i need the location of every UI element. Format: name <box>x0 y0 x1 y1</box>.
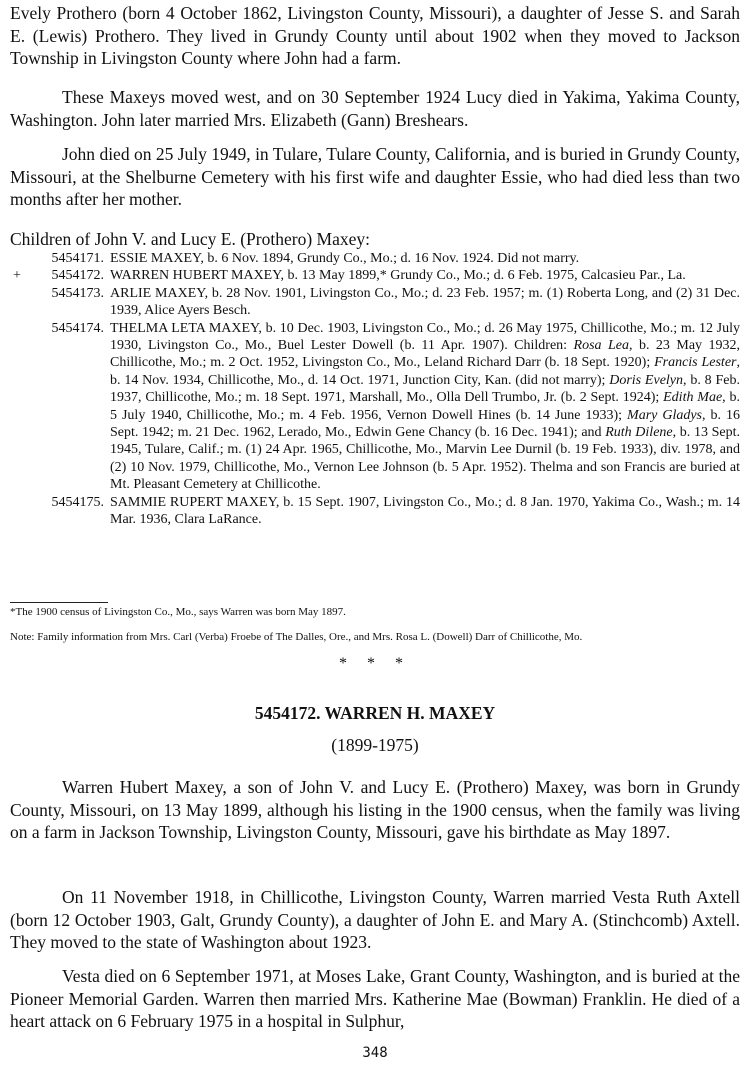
child-text-segment: THELMA LETA MAXEY, b. 10 Dec. 1903, Livingston Co., Mo.; d. 26 May 1975, Chillicothe, Mo.; m. 12 July 1930, Livingston Co., Mo., Buel Lester Dowell (b. 11 Apr. 1907). Children: <box>110 320 740 354</box>
footnote-census: *The 1900 census of Livingston Co., Mo., says Warren was born May 1897. <box>10 606 346 618</box>
child-number: 5454174. <box>51 320 104 336</box>
children-list <box>10 250 740 529</box>
child-entry <box>10 250 740 267</box>
section-dates: (1899-1975) <box>331 735 419 755</box>
child-text-segment: , b. 16 Sept. 1942; m. 21 Dec. 1962, Lerado, Mo., Edwin Gene Chancy (b. 16 Dec. 1941); and <box>110 407 740 441</box>
child-text-segment: , b. 13 Sept. 1945, Tulare, Calif.; m. (1) 24 Apr. 1965, Chillicothe, Mo., Marvin Lee Durnil (b. 19 Feb. 1933), div. 1978, and (2) 10 Nov. 1979, Chillicothe, Mo., Vernon Lee Johnson (b. 5 Apr. 1952). Thelma and son Francis are buried at Mt. Pleasant Cemetery at Chillicothe. <box>110 425 740 493</box>
footnote-rule <box>10 602 108 603</box>
child-text-segment: , b. 8 Feb. 1937, Chillicothe, Mo.; m. 18 Sept. 1971, Marshall, Mo., Olla Dell Trumbo, Jr. (b. 2 Sept. 1924); <box>110 372 740 406</box>
child-number: 5454175. <box>51 494 104 510</box>
paragraph-warren-birth: Warren Hubert Maxey, a son of John V. and Lucy E. (Prothero) Maxey, was born in Grundy County, Missouri, on 13 May 1899, although his listing in the 1900 census, when the family was living on a farm in Jackson Township, Livingston County, Missouri, gave his birthdate as May 1897. <box>10 777 740 842</box>
child-entry <box>10 494 740 529</box>
paragraph-john-death: John died on 25 July 1949, in Tulare, Tulare County, California, and is buried in Grundy County, Missouri, at the Shelburne Cemetery with his first wife and daughter Essie, who had died less than two months after her mother. <box>10 144 740 209</box>
paragraph-vesta-death: Vesta died on 6 September 1971, at Moses Lake, Grant County, Washington, and is buried at the Pioneer Memorial Garden. Warren then married Mrs. Katherine Mae (Bowman) Franklin. He died of a heart attack on 6 February 1975 in a hospital in Sulphur, <box>10 966 740 1031</box>
child-number: 5454173. <box>51 285 104 301</box>
child-name-italic: Ruth Dilene <box>605 425 673 441</box>
child-text-segment: , b. 14 Nov. 1934, Chillicothe, Mo., d. 14 Oct. 1971, Junction City, Kan. (did not marry); <box>110 355 740 388</box>
children-heading: Children of John V. and Lucy E. (Prothero) Maxey: <box>10 229 370 249</box>
child-name-italic: Mary Gladys <box>627 407 703 423</box>
paragraph-warren-marriage: On 11 November 1918, in Chillicothe, Livingston County, Warren married Vesta Ruth Axtell (born 12 October 1903, Galt, Grundy County), a daughter of John E. and Mary A. (Stinchcomb) Axtell. They moved to the state of Washington about 1923. <box>10 887 740 952</box>
child-entry <box>10 320 740 494</box>
child-name-italic: Rosa Lea <box>573 338 629 354</box>
child-text: WARREN HUBERT MAXEY, b. 13 May 1899,* Grundy Co., Mo.; d. 6 Feb. 1975, Calcasieu Par., La. <box>110 268 686 284</box>
child-name-italic: Francis Lester <box>654 355 737 371</box>
child-entry <box>10 267 740 284</box>
child-number: 5454171. <box>51 251 104 266</box>
child-text: ARLIE MAXEY, b. 28 Nov. 1901, Livingston Co., Mo.; d. 23 Feb. 1957; m. (1) Roberta Long, and (2) 31 Dec. 1939, Alice Ayers Besch. <box>110 285 740 319</box>
child-has-line-marker: + <box>13 268 21 284</box>
child-text: ESSIE MAXEY, b. 6 Nov. 1894, Grundy Co., Mo.; d. 16 Nov. 1924. Did not marry. <box>110 251 580 266</box>
footnote-note: Note: Family information from Mrs. Carl (Verba) Froebe of The Dalles, Ore., and Mrs. Rosa L. (Dowell) Darr of Chillicothe, Mo. <box>10 631 583 643</box>
child-number: 5454172. <box>51 268 104 284</box>
child-text-segment: , b. 23 May 1932, Chillicothe, Mo.; m. 2 Oct. 1952, Livingston Co., Mo., Leland Richard Darr (b. 18 Sept. 1920); <box>110 338 741 371</box>
child-name-italic: Doris Evelyn <box>609 372 684 388</box>
child-entry <box>10 285 740 320</box>
child-text-segment: , b. 5 July 1940, Chillicothe, Mo.; m. 4 Feb. 1956, Vernon Dowell Hines (b. 14 June 1933); <box>110 390 740 423</box>
paragraph-moved-west: These Maxeys moved west, and on 30 September 1924 Lucy died in Yakima, Yakima County, Washington. John later married Mrs. Elizabeth (Gann) Breshears. <box>10 87 740 130</box>
page-number: 348 <box>362 1045 388 1061</box>
paragraph-prothero: Evely Prothero (born 4 October 1862, Livingston County, Missouri), a daughter of Jesse S. and Sarah E. (Lewis) Prothero. They lived in Grundy County until about 1902 when they moved to Jackson Township in Livingston County where John had a farm. <box>10 3 740 68</box>
section-title: 5454172. WARREN H. MAXEY <box>254 703 496 723</box>
child-text: SAMMIE RUPERT MAXEY, b. 15 Sept. 1907, Livingston Co., Mo.; d. 8 Jan. 1970, Yakima Co., Wash.; m. 14 Mar. 1936, Clara LaRance. <box>110 494 740 528</box>
section-separator: * * * <box>339 655 411 672</box>
child-name-italic: Edith Mae <box>663 390 723 406</box>
